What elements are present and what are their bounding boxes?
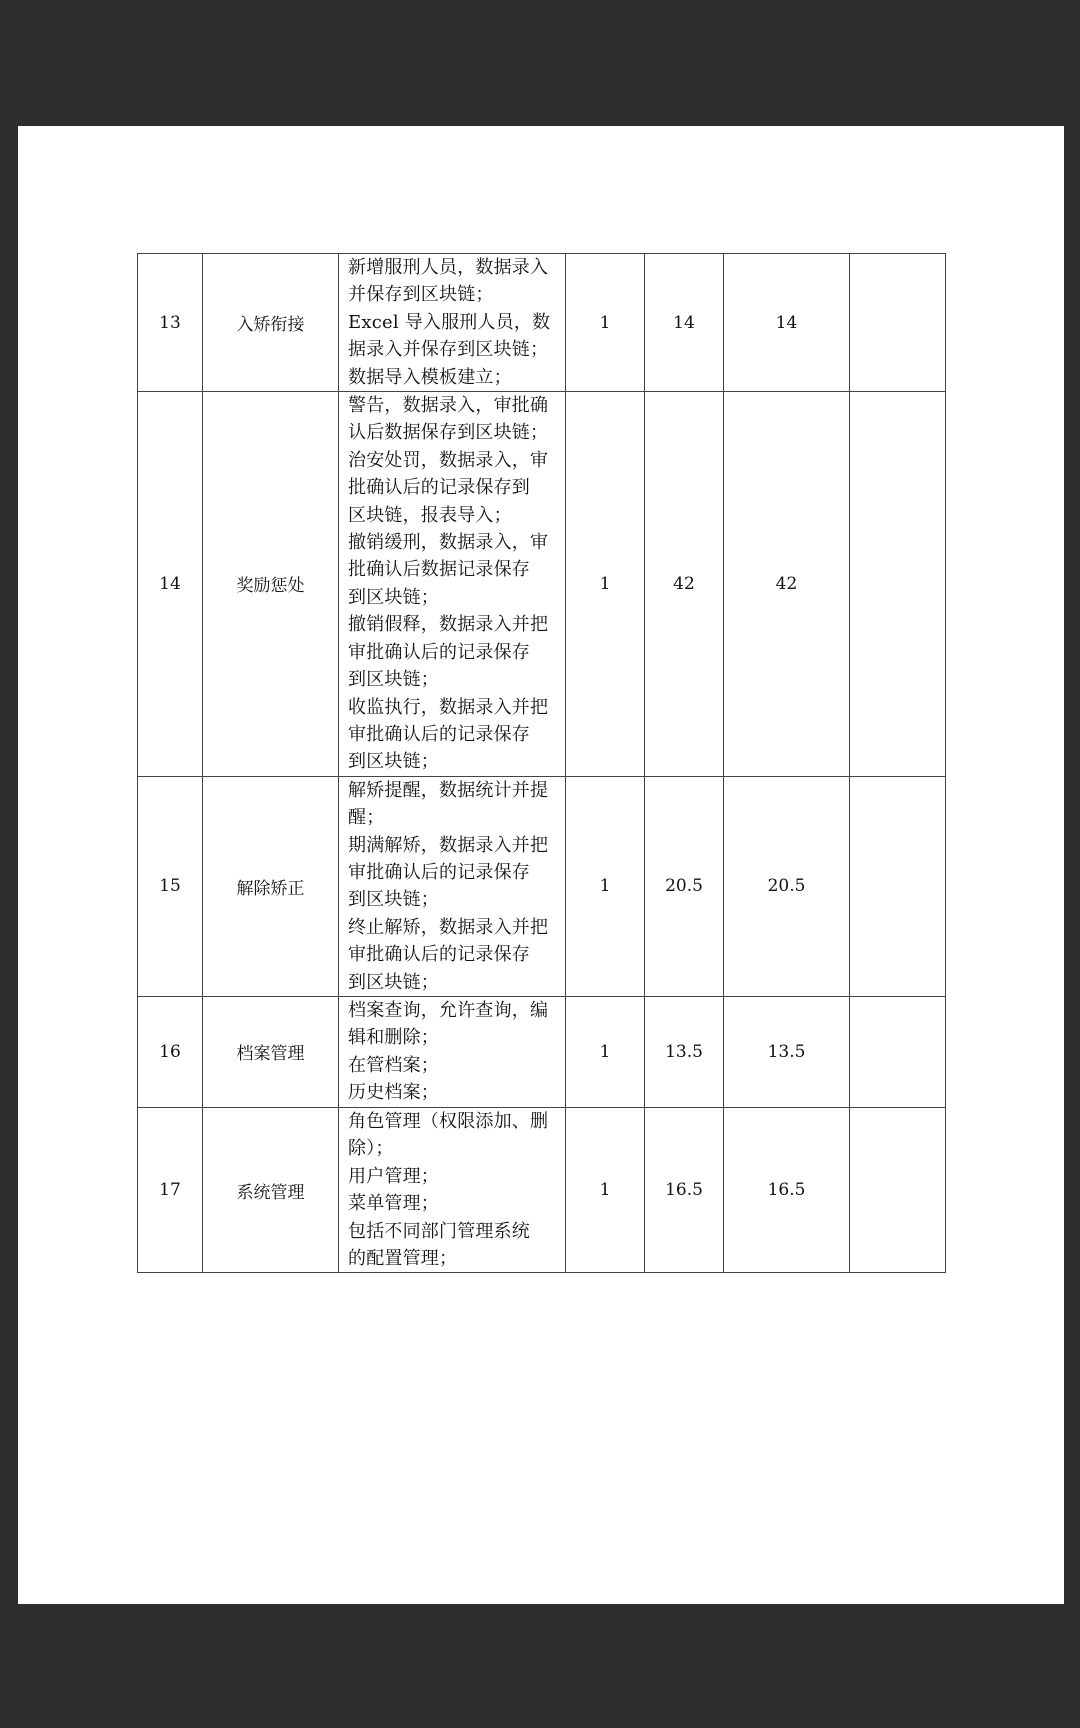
description-line: 除）； (348, 1138, 394, 1160)
table-row (138, 254, 946, 392)
description-line: 到区块链； (348, 586, 439, 608)
table-body (138, 254, 946, 1273)
description-line: 批确认后数据记录保存 (348, 559, 530, 581)
description-line: 的配置管理； (348, 1248, 458, 1269)
table-row (138, 776, 946, 996)
module-name: 解除矫正 (203, 776, 339, 996)
description-line: 认后数据保存到区块链； (348, 422, 549, 444)
remark-cell (850, 392, 946, 777)
description-line: 收监执行，数据录入并把 (348, 696, 549, 718)
module-description (339, 254, 566, 392)
description-line: Excel 导入服刑人员，数 (348, 311, 551, 333)
module-name: 入矫衔接 (203, 254, 339, 392)
remark-cell (850, 1107, 946, 1272)
row-number: 17 (138, 1107, 203, 1272)
module-description (339, 776, 566, 996)
description-line: 到区块链； (348, 751, 439, 773)
description-line: 菜单管理； (348, 1193, 439, 1215)
description-line: 审批确认后的记录保存 (348, 944, 530, 966)
description-line: 警告，数据录入，审批确 (348, 395, 549, 417)
remark-cell (850, 254, 946, 392)
quantity-cell: 1 (566, 392, 645, 777)
module-table (137, 253, 946, 1273)
quantity-cell: 1 (566, 1107, 645, 1272)
description-line: 到区块链； (348, 889, 439, 911)
description-line: 新增服刑人员，数据录入 (348, 257, 549, 278)
total-cell: 16.5 (724, 1107, 850, 1272)
unit-price-cell: 16.5 (645, 1107, 724, 1272)
unit-price-cell: 20.5 (645, 776, 724, 996)
quantity-cell: 1 (566, 254, 645, 392)
total-cell: 14 (724, 254, 850, 392)
description-line: 批确认后的记录保存到 (348, 477, 530, 499)
description-line: 审批确认后的记录保存 (348, 723, 530, 745)
description-line: 治安处罚，数据录入，审 (348, 449, 549, 471)
description-line: 并保存到区块链； (348, 284, 494, 306)
unit-price-cell: 14 (645, 254, 724, 392)
remark-cell (850, 776, 946, 996)
description-line: 在管档案； (348, 1054, 439, 1076)
description-line: 区块链，报表导入； (348, 504, 512, 526)
description-line: 辑和删除； (348, 1027, 439, 1049)
quantity-cell: 1 (566, 996, 645, 1107)
module-description (339, 996, 566, 1107)
unit-price-cell: 13.5 (645, 996, 724, 1107)
description-line: 醒； (348, 807, 385, 829)
description-line: 期满解矫，数据录入并把 (348, 834, 549, 856)
description-line: 到区块链； (348, 971, 439, 993)
total-cell: 20.5 (724, 776, 850, 996)
row-number: 15 (138, 776, 203, 996)
description-line: 解矫提醒，数据统计并提 (348, 779, 549, 801)
unit-price-cell: 42 (645, 392, 724, 777)
description-line: 审批确认后的记录保存 (348, 861, 530, 883)
row-number: 16 (138, 996, 203, 1107)
document-page (18, 126, 1064, 1604)
row-number: 14 (138, 392, 203, 777)
description-line: 到区块链； (348, 669, 439, 691)
module-name: 奖励惩处 (203, 392, 339, 777)
description-line: 数据导入模板建立； (348, 366, 512, 388)
description-line: 据录入并保存到区块链； (348, 339, 549, 361)
table-row (138, 996, 946, 1107)
quantity-cell: 1 (566, 776, 645, 996)
description-line: 撤销假释，数据录入并把 (348, 614, 549, 636)
total-cell: 42 (724, 392, 850, 777)
description-line: 审批确认后的记录保存 (348, 641, 530, 663)
description-line: 角色管理（权限添加、删 (348, 1110, 549, 1132)
table-row (138, 392, 946, 777)
description-line: 历史档案； (348, 1082, 439, 1104)
row-number: 13 (138, 254, 203, 392)
total-cell: 13.5 (724, 996, 850, 1107)
table-row (138, 1107, 946, 1272)
module-name: 档案管理 (203, 996, 339, 1107)
description-line: 撤销缓刑，数据录入，审 (348, 532, 549, 554)
description-line: 用户管理； (348, 1165, 439, 1187)
module-description (339, 1107, 566, 1272)
module-name: 系统管理 (203, 1107, 339, 1272)
description-line: 终止解矫，数据录入并把 (348, 916, 549, 938)
description-line: 档案查询，允许查询，编 (348, 999, 549, 1021)
remark-cell (850, 996, 946, 1107)
description-line: 包括不同部门管理系统 (348, 1220, 530, 1242)
module-description (339, 392, 566, 777)
